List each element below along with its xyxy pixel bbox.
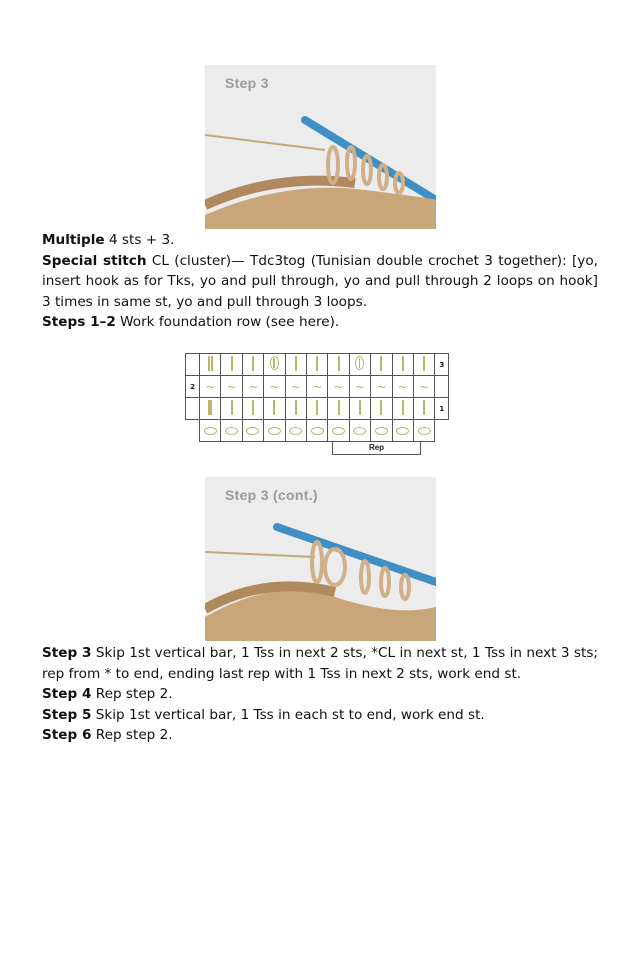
double-bar-symbol [208,400,212,415]
multiple-text: 4 sts + 3. [104,232,175,248]
cluster-symbol [270,356,279,370]
photo-caption: Step 3 [225,75,269,91]
step-label: Step 6 [42,727,92,743]
multiple-line [42,230,598,251]
step-4 [42,684,598,705]
special-stitch-line [42,251,598,313]
bar-symbol [402,400,404,415]
step-text: Rep step 2. [91,686,173,702]
chain-symbol [375,427,388,435]
stitch-chart [185,353,449,452]
chain-symbol [353,427,366,435]
special-stitch-text: CL (cluster)— Tdc3tog (Tunisian double crochet 3 together): [yo, insert hook as for Tks, yo and pull through, yo and pull through 2 loops on hook] 3 times in same st, yo and pull through 3 loops. [42,252,598,310]
step-text: Skip 1st vertical bar, 1 Tss in each st to end, work end st. [91,706,485,723]
chain-symbol [418,427,431,435]
step-3 [42,643,598,684]
bar-symbol [231,356,233,371]
row-label-2: 2 [186,376,200,398]
chart-foundation-row [186,420,449,442]
bar-symbol [273,400,275,415]
bar-symbol [402,356,404,371]
row-label-3: 3 [435,354,449,376]
step-label: Step 3 [42,645,92,661]
bar-symbol [423,356,425,371]
step-5 [42,705,598,726]
multiple-label: Multiple [42,232,105,248]
step3-cont-photo [205,477,436,641]
step-text: Skip 1st vertical bar, 1 Tss in next 2 sts, *CL in next st, 1 Tss in next 3 sts; rep from * to end, ending last rep with 1 Tss in next 2 sts, work end st. [42,645,598,682]
step-6 [42,725,598,746]
double-bar-symbol [200,354,221,376]
step-label: Step 5 [42,706,92,723]
bar-symbol [316,400,318,415]
step-label: Step 4 [42,686,92,702]
chain-symbol [289,427,302,435]
special-stitch-label: Special stitch [42,252,147,269]
pattern-steps [42,643,598,746]
photo-caption: Step 3 (cont.) [225,487,318,503]
bar-symbol [338,356,340,371]
chain-symbol [246,427,259,435]
repeat-bracket: Rep [332,442,421,455]
bar-symbol [295,356,297,371]
step3-photo [205,65,436,229]
row-label-1: 1 [435,398,449,420]
chart-row-3 [186,354,449,376]
bar-symbol [380,356,382,371]
bar-symbol [316,356,318,371]
bar-symbol [231,400,233,415]
chart-row-2: 2 ~ ~ ~ ~ ~ ~ ~ ~ ~ ~ ~ [186,376,449,398]
chart-row-1 [186,398,449,420]
steps-1-2-text: Work foundation row (see here). [115,314,340,330]
bar-symbol [295,400,297,415]
chain-symbol [332,427,345,435]
chain-symbol [396,427,409,435]
bar-symbol [252,356,254,371]
bar-symbol [380,400,382,415]
steps-1-2-line [42,312,598,333]
chain-symbol [311,427,324,435]
chain-symbol [225,427,238,435]
cluster-symbol [355,356,364,370]
bar-symbol [359,400,361,415]
pattern-intro [42,230,598,333]
steps-1-2-label: Steps 1–2 [42,314,116,330]
chain-symbol [204,427,217,435]
bar-symbol [423,400,425,415]
chain-symbol [268,427,281,435]
bar-symbol [252,400,254,415]
bar-symbol [338,400,340,415]
step-text: Rep step 2. [91,727,173,743]
